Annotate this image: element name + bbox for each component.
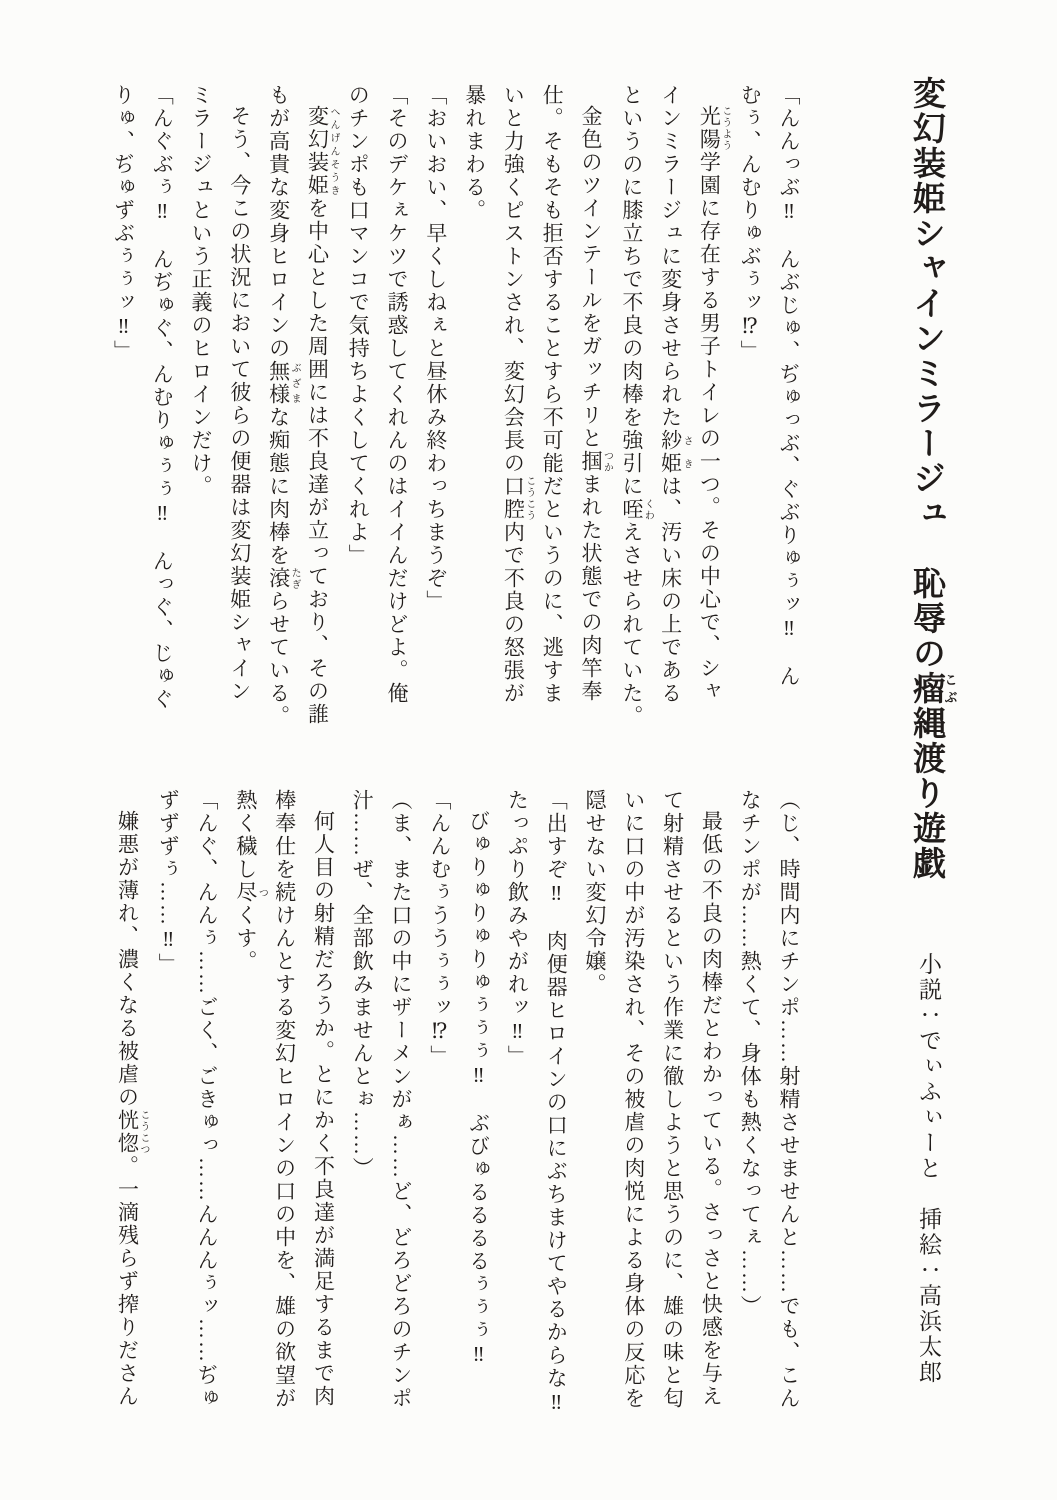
paragraph: 光陽こうよう学園に存在する男子トイレの一つ。その中心で、シャ インミラージュに変身させられた紗姫さきは、汚い床の上である というのに膝立ちで不良の肉棒を強引に咥くわえさせられていた。: [619, 84, 731, 728]
paragraph: 「んぐぶぅ‼ んぢゅぐ、んむりゅぅぅ‼ んっぐ、じゅぐ りゅ、ぢゅずぶぅぅッ‼」: [111, 84, 175, 711]
text-block-top: [104, 84, 808, 779]
paragraph: 「そのデケぇケツで誘惑してくれんのはイイんだけどよ。俺 のチンポも口マンコで気持ちよくしてくれよ」: [346, 84, 410, 705]
paragraph: 「んぐ、んんぅ……ごく、ごきゅっ……んんんぅッ……ぢゅ ずずずぅ……‼」: [156, 789, 220, 1410]
paragraph: 変幻装姫へんげんそうきを中心とした周囲には不良達が立っており、その誰 もが高貴な変身ヒロインの無様ぶざまな痴態に肉棒を滾たぎらせている。: [266, 84, 339, 728]
paragraph: 嫌悪が薄れ、濃くなる被虐の恍惚こうこつ。一滴残らず搾りださん: [115, 810, 149, 1408]
paragraph: 最低の不良の肉棒だとわかっている。さっさと快感を与え て射精させるという作業に徹しようと思うのに、雄の味と匂 いに口の中が汚染され、その被虐の肉悦による身体の反応を 隠せない変幻令嬢。: [583, 789, 724, 1410]
paragraph: （ま、また口の中にザーメンがぁ……ど、どろどろのチンポ 汁……ぜ、全部飲みませんとぉ……）: [350, 789, 414, 1410]
paragraph: （じ、時間内にチンポ……射精させませんと……でも、こん なチンポが……熱くて、身体も熱くなってぇ……）: [738, 789, 801, 1410]
paragraph: そう、今この状況において彼らの便器は変幻装姫シャイン ミラージュという正義のヒロインだけ。: [189, 84, 252, 703]
novel-title: 変幻装姫シャインミラージュ 恥辱の瘤こぶ縄渡り遊戯: [908, 76, 958, 881]
paragraph: 「んんっぶ‼ んぶじゅ、ぢゅっぶ、ぐぶりゅぅッ‼ ん むぅ、んむりゅぶぅッ⁉」: [738, 84, 801, 688]
paragraph: 「出すぞ‼ 肉便器ヒロインの口にぶちまけてやるからな‼ たっぷり飲みやがれッ‼」: [505, 789, 569, 1416]
paragraph: 金色のツインテールをガッチリと掴つかまれた状態での肉竿奉 仕。そもそも拒否することすら不可能だというのに、逃すま いと力強くピストンされ、変幻会長の口腔こうこう内で不良の怒張が 暴れまわる。: [462, 84, 613, 705]
paragraph: 「おいおい、早くしねぇと昼休み終わっちまうぞ」: [423, 84, 448, 613]
text-block-bottom: [108, 789, 808, 1484]
paragraph: 「んんむぅううぅぅッ⁉」: [427, 789, 452, 1068]
author-credit: 小説：でぃふぃーと 挿絵：高浜太郎: [916, 952, 941, 1386]
paragraph: びゅりゅりゅりゅぅぅぅ‼ ぶびゅるるるるぅぅぅ‼: [466, 810, 491, 1368]
paragraph: 何人目の射精だろうか。とにかく不良達が満足するまで肉 棒奉仕を続けんとする変幻ヒロインの口の中を、雄の欲望が 熱く穢し尽つくす。: [233, 789, 336, 1410]
